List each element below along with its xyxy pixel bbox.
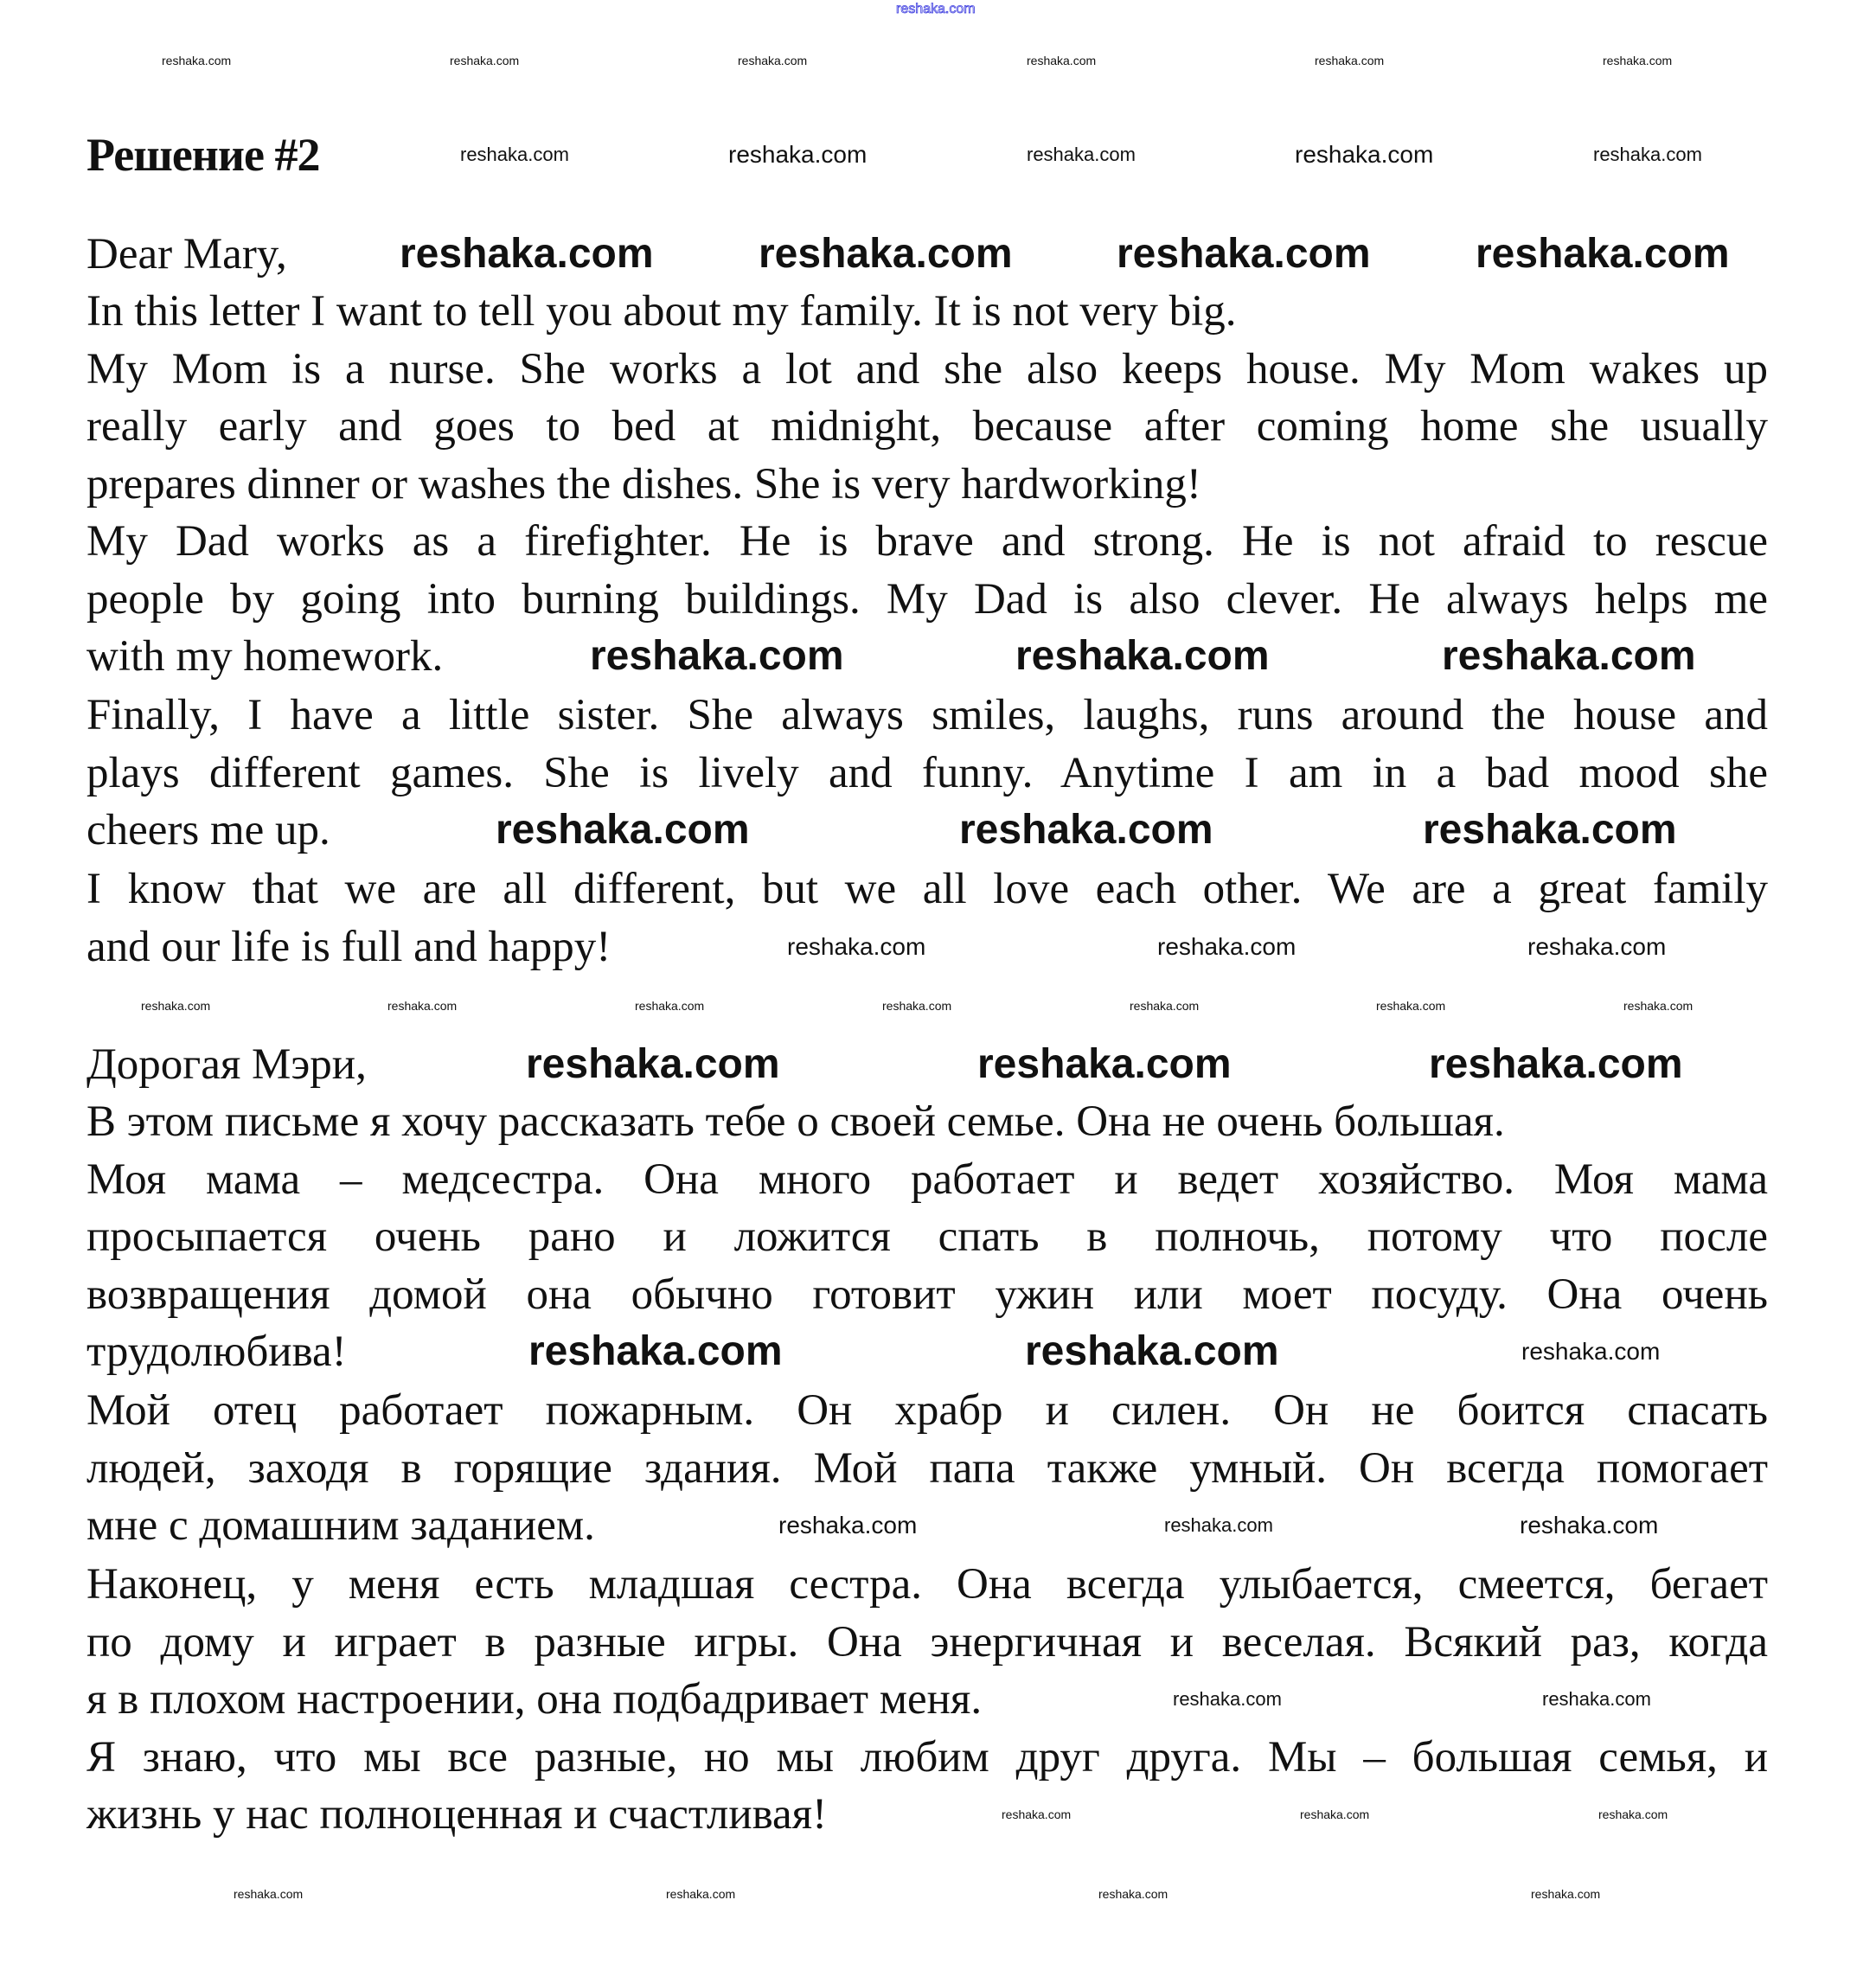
text-line: Дорогая Мэри, [86,1040,367,1089]
watermark: reshaka.com [1117,231,1371,277]
text-line: In this letter I want to tell you about my family. It is not very big. [86,287,1237,336]
watermark: reshaka.com [496,807,750,853]
watermark: reshaka.com [1157,933,1297,960]
watermark: reshaka.com [1027,54,1097,67]
watermark: reshaka.com [635,999,705,1013]
watermark: reshaka.com [1542,1688,1651,1710]
watermark: reshaka.com [1429,1041,1683,1087]
watermark: reshaka.com [1527,933,1667,960]
text-line: жизнь у нас полноценная и счастливая! [86,1790,828,1839]
watermark: reshaka.com [1027,144,1136,165]
text-line: я в плохом настроении, она подбадривает меня. [86,1675,983,1724]
watermark: reshaka.com [162,54,232,67]
text-line: with my homework. [86,632,444,681]
watermark: reshaka.com [1173,1688,1282,1710]
text-line: мне с домашним заданием. [86,1501,595,1550]
watermark: reshaka.com [738,54,808,67]
watermark: reshaka.com [1623,999,1694,1013]
watermark: reshaka.com [234,1887,304,1901]
text-line: cheers me up. [86,806,330,854]
text-line: prepares dinner or washes the dishes. She is very hardworking! [86,460,1201,509]
watermark: reshaka.com [141,999,211,1013]
site-link[interactable]: reshaka.com [896,2,976,16]
text-line: I know that we are all different, but we all love each other. We are a great family [86,865,1768,913]
watermark: reshaka.com [882,999,952,1013]
text-line: Dear Mary, [86,230,287,278]
text-line: Моя мама – медсестра. Она много работает и ведет хозяйство. Моя мама [86,1155,1768,1204]
watermark: reshaka.com [759,231,1013,277]
page-title: Решение #2 [86,129,320,181]
watermark: reshaka.com [1603,54,1673,67]
watermark: reshaka.com [1025,1328,1279,1374]
text-line: Finally, I have a little sister. She always smiles, laughs, runs around the house and [86,691,1768,739]
watermark: reshaka.com [450,54,520,67]
watermark: reshaka.com [528,1328,783,1374]
watermark: reshaka.com [1598,1807,1668,1821]
watermark: reshaka.com [1295,141,1434,168]
text-line: просыпается очень рано и ложится спать в полночь, потому что после [86,1212,1768,1261]
watermark: reshaka.com [1423,807,1677,853]
watermark: reshaka.com [460,144,569,165]
text-line: My Dad works as a firefighter. He is brave and strong. He is not afraid to rescue [86,517,1768,566]
text-line: people by going into burning buildings. My Dad is also clever. He always helps me [86,575,1768,624]
watermark: reshaka.com [1442,633,1696,679]
watermark: reshaka.com [1015,633,1270,679]
text-line: трудолюбива! [86,1327,347,1376]
watermark: reshaka.com [778,1512,918,1539]
watermark: reshaka.com [1300,1807,1370,1821]
watermark: reshaka.com [1002,1807,1072,1821]
watermark: reshaka.com [1098,1887,1168,1901]
watermark: reshaka.com [728,141,868,168]
watermark: reshaka.com [959,807,1213,853]
watermark: reshaka.com [1164,1514,1273,1536]
text-line: plays different games. She is lively and funny. Anytime I am in a bad mood she [86,749,1768,797]
watermark: reshaka.com [1376,999,1446,1013]
text-line: по дому и играет в разные игры. Она энергичная и веселая. Всякий раз, когда [86,1618,1768,1667]
watermark: reshaka.com [787,933,926,960]
watermark: reshaka.com [666,1887,736,1901]
watermark: reshaka.com [1315,54,1385,67]
text-line: людей, заходя в горящие здания. Мой папа также умный. Он всегда помогает [86,1444,1768,1493]
watermark: reshaka.com [977,1041,1232,1087]
text-line: Мой отец работает пожарным. Он храбр и силен. Он не боится спасать [86,1386,1768,1435]
watermark: reshaka.com [1520,1512,1659,1539]
watermark: reshaka.com [400,231,654,277]
text-line: В этом письме я хочу рассказать тебе о своей семье. Она не очень большая. [86,1097,1505,1146]
watermark: reshaka.com [1476,231,1730,277]
text-line: really early and goes to bed at midnight, because after coming home she usually [86,402,1768,451]
watermark: reshaka.com [1130,999,1200,1013]
watermark: reshaka.com [387,999,458,1013]
watermark: reshaka.com [1521,1338,1661,1365]
text-line: Я знаю, что мы все разные, но мы любим друг друга. Мы – большая семья, и [86,1733,1768,1782]
text-line: and our life is full and happy! [86,923,611,971]
watermark: reshaka.com [1531,1887,1601,1901]
text-line: Наконец, у меня есть младшая сестра. Она всегда улыбается, смеется, бегает [86,1560,1768,1609]
text-line: My Mom is a nurse. She works a lot and she also keeps house. My Mom wakes up [86,345,1768,393]
text-line: возвращения домой она обычно готовит ужин или моет посуду. Она очень [86,1270,1768,1319]
watermark: reshaka.com [526,1041,780,1087]
watermark: reshaka.com [590,633,844,679]
watermark: reshaka.com [1593,144,1702,165]
